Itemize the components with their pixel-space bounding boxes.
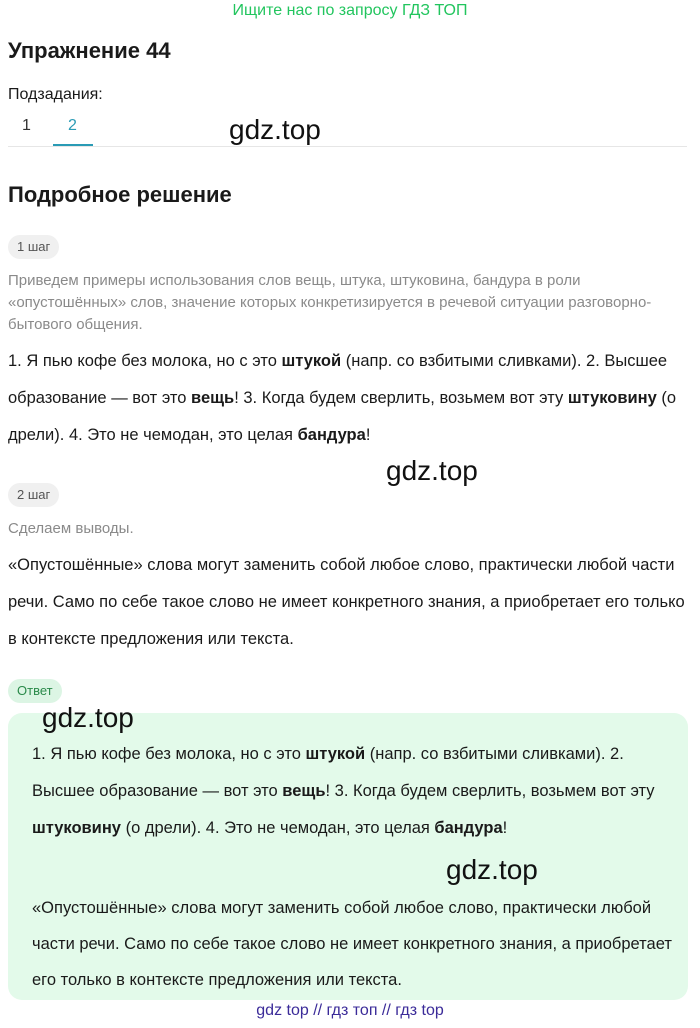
answer-text: 1. Я пью кофе без молока, но с это штукой (напр. со взбитыми сливками). 2. Высшее образование — вот это вещь! 3. Когда будем сверлить, возьмем вот эту штуковину (о дрели). 4. Это не чемодан, это целая бандура! <box>32 745 655 837</box>
watermark: gdz.top <box>42 702 134 733</box>
page-title: Упражнение 44 <box>8 38 171 63</box>
step-2-text: «Опустошённые» слова могут заменить собой любое слово, практически любой части речи. Само по себе такое слово не имеет конкретного знания, а приобретает его только в контексте предложения или текста. <box>8 556 685 648</box>
subtask-tab-2[interactable]: 2 <box>68 117 77 134</box>
answer-conclusion: «Опустошённые» слова могут заменить собой любое слово, практически любой части речи. Само по себе такое слово не имеет конкретного знания, а приобретает его только в контексте предложения или текста. <box>32 899 672 989</box>
subtasks-label: Подзадания: <box>8 86 103 103</box>
step-2-badge: 2 шаг <box>8 483 59 507</box>
watermark: gdz.top <box>229 114 321 145</box>
watermark: gdz.top <box>386 455 478 486</box>
section-title: Подробное решение <box>8 182 232 207</box>
step-1-hint: Приведем примеры использования слов вещь, штука, штуковина, бандура в роли «опустошённых» слов, значение которых конкретизируется в речевой ситуации разговорно-бытового общения. <box>8 272 652 333</box>
tabs-divider <box>8 146 687 147</box>
top-banner: Ищите нас по запросу ГДЗ ТОП <box>232 2 468 19</box>
watermark: gdz.top <box>446 854 538 885</box>
step-2-hint: Сделаем выводы. <box>8 520 134 537</box>
answer-badge: Ответ <box>8 679 62 703</box>
step-1-badge: 1 шаг <box>8 235 59 259</box>
subtask-tab-1[interactable]: 1 <box>22 117 31 134</box>
footer: gdz top // гдз топ // гдз top <box>256 1002 444 1019</box>
step-1-text: 1. Я пью кофе без молока, но с это штукой (напр. со взбитыми сливками). 2. Высшее образование — вот это вещь! 3. Когда будем сверлить, возьмем вот эту штуковину (о дрели). 4. Это не чемодан, это целая бандура! <box>8 352 677 444</box>
